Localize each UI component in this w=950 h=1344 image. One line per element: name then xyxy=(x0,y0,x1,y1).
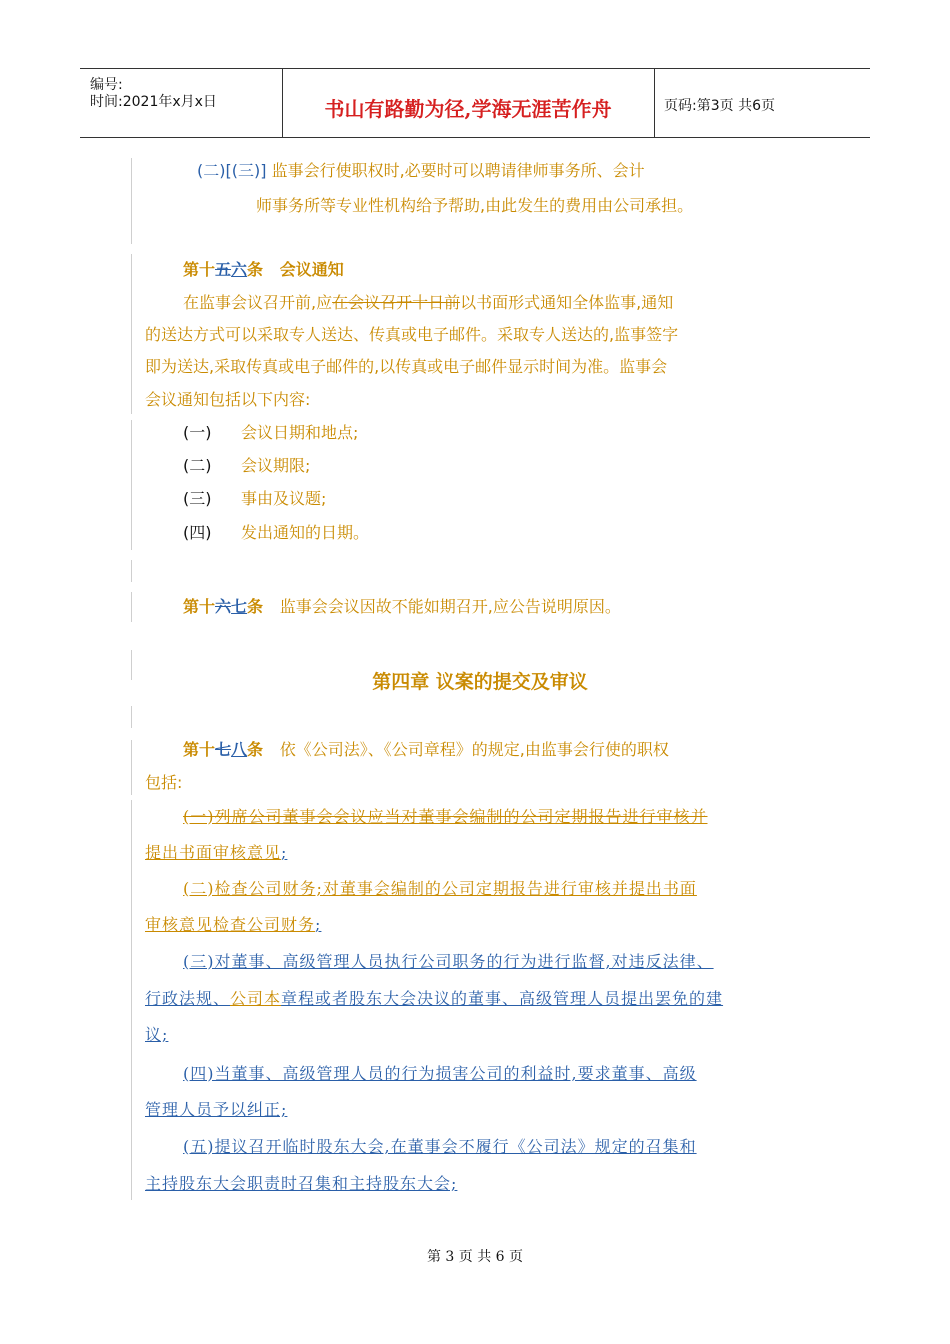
change-bar xyxy=(131,706,132,728)
paragraph-supervisor-consultants xyxy=(145,154,815,187)
list-item-text: 事由及议题; xyxy=(241,489,327,508)
inserted-text: 行政法规、 xyxy=(145,989,231,1008)
list-item-number: (三) xyxy=(183,489,212,508)
article-17-heading xyxy=(145,590,815,623)
article-title: 会议通知 xyxy=(279,260,344,279)
chapter-heading: 第四章 议案的提交及审议 xyxy=(372,671,588,693)
header-middle-cell xyxy=(282,69,655,137)
header-left-cell xyxy=(80,69,283,137)
deleted-text: 提出书面审核意见 xyxy=(145,843,282,862)
document-number-label: 编号: xyxy=(90,77,123,93)
article-suffix: 条 xyxy=(247,740,264,759)
power-item-4-line: 管理人员予以纠正; xyxy=(145,1100,288,1119)
article-16-line: 即为送达,采取传真或电子邮件的,以传真或电子邮件显示时间为准。监事会 xyxy=(145,357,668,376)
inserted-text: 审核意见 xyxy=(145,915,214,934)
list-item-number: (一) xyxy=(183,423,212,442)
list-item-number: (四) xyxy=(183,523,212,542)
article-16-heading xyxy=(145,253,815,286)
article-number-inserted: 六 xyxy=(231,260,248,279)
power-item-4-line: (四)当董事、高级管理人员的行为损害公司的利益时,要求董事、高级 xyxy=(183,1064,697,1083)
page-footer: 第 3 页 共 6 页 xyxy=(426,1249,524,1265)
deleted-text: 在会议召开十日前 xyxy=(332,293,461,312)
deleted-text: (一)列席公司董事会会议应当对董事会编制的公司定期报告进行审核并 xyxy=(183,807,708,826)
list-item xyxy=(145,482,815,515)
change-bar xyxy=(131,158,132,244)
header-motto: 书山有路勤为径,学海无涯苦作舟 xyxy=(324,97,612,121)
power-item-3-line xyxy=(145,982,815,1015)
power-item-2-line xyxy=(145,908,815,941)
power-item-5-line: 主持股东大会职责时召集和主持股东大会; xyxy=(145,1174,458,1193)
change-bar xyxy=(131,420,132,550)
article-number-inserted: 八 xyxy=(231,740,248,759)
article-18-line: 包括: xyxy=(145,773,183,792)
header-right-cell xyxy=(654,69,870,137)
article-16-line: 的送达方式可以采取专人送达、传真或电子邮件。采取专人送达的,监事签字 xyxy=(145,325,679,344)
list-item-text: 会议期限; xyxy=(241,456,311,475)
change-bar xyxy=(131,800,132,1200)
article-number-deleted: 六 xyxy=(215,597,232,616)
change-bar xyxy=(131,740,132,795)
power-item-3-line: 议; xyxy=(145,1025,169,1044)
text-run: 在监事会议召开前,应 xyxy=(183,293,333,312)
article-text: 监事会会议因故不能如期召开,应公告说明原因。 xyxy=(279,597,621,616)
text-run: 公司 xyxy=(230,989,265,1008)
article-text: 依《公司法》、《公司章程》的规定,由监事会行使的职权 xyxy=(279,740,669,759)
inserted-text: ; xyxy=(315,915,322,934)
page-header xyxy=(80,68,870,138)
deleted-text: 本 xyxy=(264,989,282,1008)
article-number-deleted: 七 xyxy=(215,740,232,759)
deleted-text: 检查公司财务 xyxy=(213,915,316,934)
list-item-text: 会议日期和地点; xyxy=(241,423,359,442)
power-item-1-line xyxy=(145,836,815,869)
change-bar xyxy=(131,560,132,582)
header-page-info: 页码:第3页 共6页 xyxy=(664,98,775,114)
document-date: 时间:2021年x月x日 xyxy=(90,94,217,110)
item-marker-deleted: (二) xyxy=(197,161,226,180)
list-item-number: (二) xyxy=(183,456,212,475)
list-item-text: 发出通知的日期。 xyxy=(241,523,370,542)
text-run: 以书面形式通知全体监事,通知 xyxy=(460,293,674,312)
article-number-inserted: 七 xyxy=(231,597,248,616)
change-bar xyxy=(131,650,132,680)
article-prefix: 第十 xyxy=(183,740,216,759)
article-suffix: 条 xyxy=(247,260,264,279)
article-number-deleted: 五 xyxy=(215,260,232,279)
article-suffix: 条 xyxy=(247,597,264,616)
list-item xyxy=(145,449,815,482)
paragraph-line: 师事务所等专业性机构给予帮助,由此发生的费用由公司承担。 xyxy=(256,196,694,215)
article-prefix: 第十 xyxy=(183,260,216,279)
list-item xyxy=(145,416,815,449)
power-item-3-line: (三)对董事、高级管理人员执行公司职务的行为进行监督,对违反法律、 xyxy=(183,952,714,971)
power-item-2-line: (二)检查公司财务;对董事会编制的公司定期报告进行审核并提出书面 xyxy=(183,879,697,898)
list-item xyxy=(145,516,815,549)
inserted-text: 章程或者股东大会决议的董事、高级管理人员提出罢免的建 xyxy=(281,989,724,1008)
power-item-1-line xyxy=(145,800,815,833)
article-18-heading xyxy=(145,733,815,766)
item-marker-inserted: [(三)] xyxy=(225,161,267,180)
paragraph-line: 监事会行使职权时,必要时可以聘请律师事务所、会计 xyxy=(271,161,645,180)
change-bar xyxy=(131,592,132,622)
article-16-line: 会议通知包括以下内容: xyxy=(145,390,311,409)
article-16-line xyxy=(145,286,815,319)
power-item-5-line: (五)提议召开临时股东大会,在董事会不履行《公司法》规定的召集和 xyxy=(183,1137,697,1156)
inserted-text: ; xyxy=(281,843,288,862)
article-prefix: 第十 xyxy=(183,597,216,616)
change-bar xyxy=(131,254,132,414)
